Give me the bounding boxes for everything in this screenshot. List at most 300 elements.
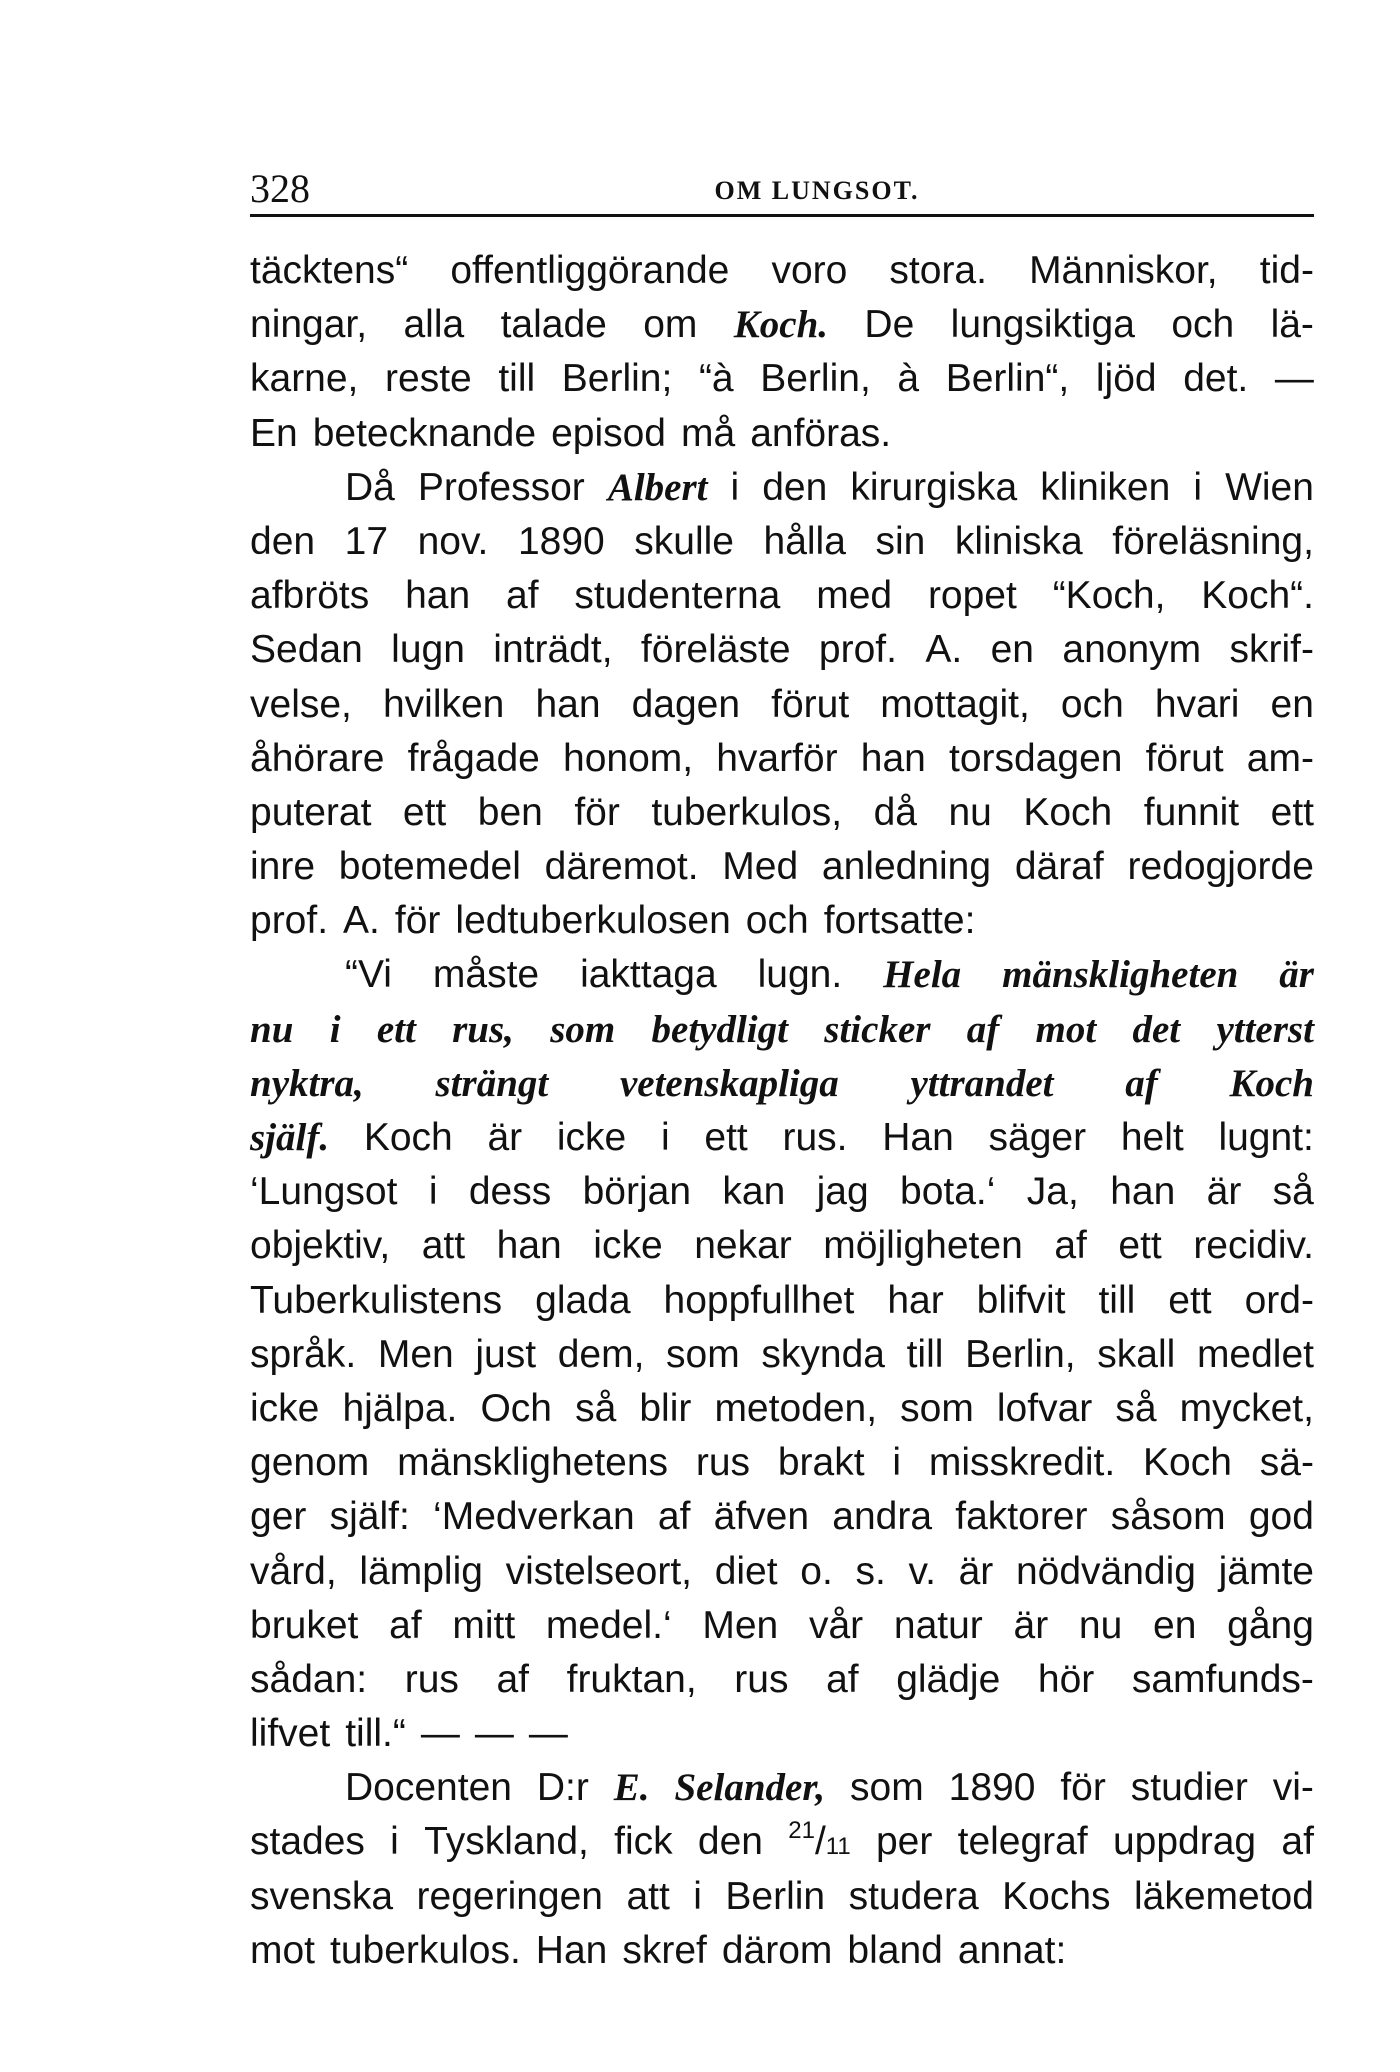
word: säger [988,1116,1087,1159]
word: själf: [329,1495,410,1539]
word: gång [1227,1603,1314,1647]
word: tid- [1259,249,1314,292]
text-line [250,1057,1314,1111]
word: icke [556,1116,627,1159]
text-line [250,244,1314,298]
word: Då [345,465,395,509]
word: äfven [713,1495,810,1539]
word: hålla [763,519,846,563]
word: ett [1270,790,1314,834]
word: det. [1183,357,1249,401]
fraction-date [788,1815,850,1869]
word: han [1110,1170,1176,1214]
word: af [1054,1224,1087,1268]
word: am- [1246,736,1314,780]
word: kliniska [954,519,1083,563]
word: Berlin; [561,357,673,401]
word: Och [480,1386,552,1430]
word: offentliggörande [450,249,730,292]
word: att [626,1874,670,1918]
word: Berlin, [760,357,871,401]
word: dess [468,1170,552,1214]
italic-word: ytterst [1216,1007,1314,1051]
text-line [250,1111,1314,1165]
word: så [1115,1386,1157,1430]
word: en [990,628,1034,672]
word: Men [377,1332,454,1376]
word: för [574,790,620,834]
word: à [897,357,920,401]
word: mitt [452,1603,516,1647]
italic-word: Hela [883,953,962,997]
text-line [250,786,1314,840]
word: objektiv, [250,1224,391,1268]
text-line [250,623,1314,677]
word: hoppfullhet [663,1278,855,1322]
word: som [666,1332,740,1376]
word: — [474,1712,514,1756]
word: skall [1097,1332,1176,1376]
word: mottagit, [880,682,1030,726]
word: dagen [631,682,741,726]
word: förut [1145,736,1224,780]
word: misskredit. [928,1441,1116,1485]
word: skrif- [1229,628,1314,672]
word: icke [593,1224,663,1268]
word: bland [847,1928,943,1972]
word: Berlin, [965,1332,1076,1376]
italic-word: yttrandet [910,1061,1054,1105]
word: för [1060,1766,1106,1810]
text-line [250,1870,1314,1924]
word: och [1171,303,1235,347]
word: metoden, [714,1386,878,1430]
word: Koch [1143,1441,1232,1485]
word: — [1274,357,1314,401]
word: kirurgiska [850,465,1018,509]
word: god [1248,1495,1314,1539]
word: s. [855,1549,886,1593]
text-line [250,1707,1314,1761]
word: faktorer [955,1495,1088,1539]
word: icke [250,1386,320,1430]
word: till [1098,1278,1136,1322]
word: svenska [250,1874,394,1918]
word: den [697,1820,763,1864]
word: De [864,303,915,347]
word: Kochs [1002,1874,1111,1918]
word: då [873,790,917,834]
word: vård, [250,1549,337,1593]
word: språk. [250,1332,357,1376]
text-line [250,1815,1314,1869]
italic-word: nu [250,1007,294,1051]
word: mänsklighetens [397,1441,669,1485]
text-line [250,1490,1314,1544]
word: episod [551,411,666,455]
word: bota.‘ [900,1170,996,1214]
word: natur [893,1603,983,1647]
word: Ja, [1026,1170,1079,1214]
word: sin [875,519,926,563]
word: och [745,899,809,943]
word: anonym [1062,628,1202,672]
word: vår [808,1603,864,1647]
word: torsdagen [948,736,1123,780]
word: en [1153,1603,1197,1647]
word: om [643,303,698,347]
word: just [475,1332,537,1376]
word: Han [882,1116,954,1159]
text-line [250,840,1314,894]
text-line [250,1003,1314,1057]
word: nu [1078,1603,1123,1647]
italic-word: mänskligheten [1002,953,1239,997]
word: brakt [777,1441,865,1485]
word: kan [722,1170,786,1214]
italic-word: vetenskapliga [619,1061,839,1105]
word: täcktens“ [250,249,409,292]
word: redogjorde [1127,845,1314,889]
word: alla [403,303,465,347]
word: lugn. [757,953,843,997]
word: som [850,1766,924,1810]
word: helt [1120,1116,1184,1159]
word: hvari [1154,682,1240,726]
word: Med [722,845,799,889]
word: nödvändig [1015,1549,1196,1593]
word: af [506,574,539,618]
word: i [892,1441,902,1485]
word: nov. [417,519,489,563]
word: ljöd [1095,357,1157,401]
italic-word: Selander, [674,1766,826,1810]
word: nekar [694,1224,792,1268]
word: tuberkulos. [330,1928,521,1972]
italic-word: som [550,1007,616,1051]
word: stades [250,1820,365,1864]
word: hvarför [716,736,838,780]
page-number: 328 [250,166,310,211]
word: stora. [889,249,987,292]
word: puterat [250,790,372,834]
word: början [582,1170,692,1214]
word: skynda [761,1332,885,1376]
word: rus [734,1657,789,1701]
word: dem, [557,1332,645,1376]
word: åhörare [250,736,385,780]
word: hvilken [382,682,505,726]
text-line [250,1761,1314,1815]
word: läkemetod [1133,1874,1314,1918]
word: En [250,411,298,455]
running-head: OM LUNGSOT. [714,176,920,205]
word: jämte [1218,1549,1314,1593]
word: som [900,1386,974,1430]
word: ett [704,1116,748,1159]
word: studera [848,1874,979,1918]
word: honom, [563,736,694,780]
text-line [250,298,1314,352]
word: ett [1118,1224,1162,1268]
word: till.“ [345,1712,406,1756]
word: frågade [407,736,540,780]
word: blifvit [976,1278,1066,1322]
word: af [1281,1820,1314,1864]
word: i [428,1170,438,1214]
word: lofvar [996,1386,1093,1430]
word: Docenten [345,1766,512,1810]
word: prof. [250,899,329,943]
word: må [681,411,736,455]
word: ‘Medverkan [433,1495,635,1539]
word: för [394,899,441,943]
italic-word: det [1132,1007,1181,1051]
word: af [826,1657,859,1701]
word: rus. [782,1116,848,1159]
word: i [1193,465,1203,509]
word: ben [477,790,543,834]
word: anföras. [750,411,892,455]
italic-word: betydligt [651,1007,788,1051]
word: lungsiktiga [950,303,1135,347]
text-line [250,678,1314,732]
word: voro [771,249,848,292]
text-line [250,1219,1314,1273]
word: förut [771,682,850,726]
word: karne, [250,357,359,401]
word: iakttaga [580,953,717,997]
word: lämplig [359,1549,483,1593]
body-text [250,244,1314,1978]
word: ett [1168,1278,1212,1322]
italic-word: nyktra, [250,1061,364,1105]
word: den [762,465,828,509]
word: med [816,574,893,618]
italic-word: af [1125,1061,1158,1105]
word: af [657,1495,691,1539]
text-line [250,352,1314,406]
text-line [250,1382,1314,1436]
word: funnit [1143,790,1240,834]
word: i [693,1874,702,1918]
fraction-slash: / [814,1820,826,1864]
word: lugnt: [1218,1116,1314,1159]
word: andra [832,1495,933,1539]
word: Tyskland, [424,1820,589,1864]
word: han [860,736,926,780]
word: Berlin [725,1874,826,1918]
text-line [250,948,1314,1002]
word: rus [695,1441,751,1485]
word: reste [385,357,472,401]
word: talade [500,303,607,347]
text-line [250,1653,1314,1707]
word: recidiv. [1193,1224,1314,1268]
word: att [421,1224,466,1268]
word: däraf [1014,845,1104,889]
text-line [250,1924,1314,1978]
word: D:r [536,1766,589,1810]
text-line [250,732,1314,786]
word: i [730,465,740,509]
word: regeringen [416,1874,603,1918]
text-line [250,894,1314,948]
italic-word: är [1279,953,1314,997]
word: måste [432,953,540,997]
word: därom [721,1928,833,1972]
word: inträdt, [493,628,613,672]
word: bruket [250,1603,359,1647]
word: mycket, [1179,1386,1314,1430]
text-line [250,569,1314,623]
word: diet [714,1549,778,1593]
fraction-denominator: 11 [825,1833,851,1861]
word: har [887,1278,944,1322]
word: sådan: [250,1657,368,1701]
word: betecknande [312,411,537,455]
word: ett [402,790,447,834]
word: till [498,357,536,401]
word: fruktan, [566,1657,697,1701]
fraction-numerator: 21 [788,1817,815,1845]
word: ord- [1244,1278,1314,1322]
word: han [405,574,471,618]
word: sä- [1259,1441,1314,1485]
word: Koch [363,1116,453,1159]
word: A. [925,628,963,672]
word: studier [1130,1766,1248,1810]
word: ningar, [250,303,368,347]
word: Han [535,1928,608,1972]
word: han [496,1224,562,1268]
word: Men [702,1603,779,1647]
word: Koch“. [1201,574,1314,618]
word: däremot. [544,845,699,889]
word: är [487,1116,523,1159]
text-line [250,515,1314,569]
italic-word: rus, [452,1007,514,1051]
word: af [496,1657,530,1701]
word: i [390,1820,399,1864]
word: den [250,519,316,563]
word: blir [639,1386,692,1430]
word: hör [1037,1657,1095,1701]
word: fortsatte: [823,899,976,943]
word: föreläsning, [1112,519,1314,563]
word: A. [343,899,380,943]
word: lä- [1270,303,1314,347]
word: en [1270,682,1314,726]
word: afbröts [250,574,370,618]
word: “Koch, [1052,574,1166,618]
word: mot [250,1928,316,1972]
word: af [389,1603,422,1647]
word: samfunds- [1131,1657,1314,1701]
word: lugn [391,628,465,672]
word: Människor, [1029,249,1218,292]
italic-word: själf. [250,1116,330,1159]
word: annat: [957,1928,1067,1972]
word: ropet [927,574,1017,618]
word: Koch [1023,790,1113,834]
word: studenterna [574,574,781,618]
word: så [575,1386,617,1430]
text-line [250,1165,1314,1219]
word: vistelseort, [505,1549,693,1593]
word: vi- [1272,1766,1314,1810]
italic-word: E. [613,1766,650,1810]
word: i [660,1116,670,1159]
word: per [875,1820,933,1864]
word: föreläste [640,628,791,672]
text-line [250,1545,1314,1599]
word: telegraf [957,1820,1088,1864]
word: glädje [896,1657,1001,1701]
word: är [1013,1603,1049,1647]
word: velse, [250,682,352,726]
word: tuberkulos, [651,790,843,834]
italic-word: ett [376,1007,416,1051]
page-header [250,164,1314,217]
word: medlet [1196,1332,1314,1376]
word: han [535,682,601,726]
text-line [250,461,1314,515]
word: — [420,1712,460,1756]
italic-word: mot [1035,1007,1097,1051]
word: v. [908,1549,936,1593]
word: jag [816,1170,869,1214]
italic-word: strängt [435,1061,549,1105]
word: kliniken [1040,465,1171,509]
italic-word: Koch. [733,303,829,347]
word: Tuberkulistens [250,1278,503,1322]
word: Wien [1225,465,1314,509]
word: ledtuberkulosen [455,899,731,943]
italic-word: Koch [1229,1061,1314,1105]
word: lifvet [250,1712,331,1756]
word: skulle [634,519,734,563]
word: nu [948,790,992,834]
word: ger [250,1495,307,1539]
word: botemedel [338,845,521,889]
word: uppdrag [1112,1820,1257,1864]
italic-word: sticker [824,1007,931,1051]
text-line [250,1436,1314,1490]
italic-word: af [966,1007,1000,1051]
word: prof. [818,628,897,672]
word: 1890 [517,519,605,563]
word: hjälpa. [342,1386,458,1430]
word: och [1060,682,1124,726]
word: Berlin“, [945,357,1070,401]
word: “à [698,357,734,401]
word: fick [614,1820,673,1864]
word: är [1206,1170,1242,1214]
text-line [250,407,1314,461]
word: 1890 [948,1766,1036,1810]
word: skref [622,1928,707,1972]
word: möjligheten [823,1224,1023,1268]
word: o. [800,1549,833,1593]
word: är [958,1549,994,1593]
word: Professor [417,465,585,509]
word: inre [250,845,316,889]
word: genom [250,1441,370,1485]
text-line [250,1328,1314,1382]
word: rus [404,1657,459,1701]
word: så [1272,1170,1314,1214]
